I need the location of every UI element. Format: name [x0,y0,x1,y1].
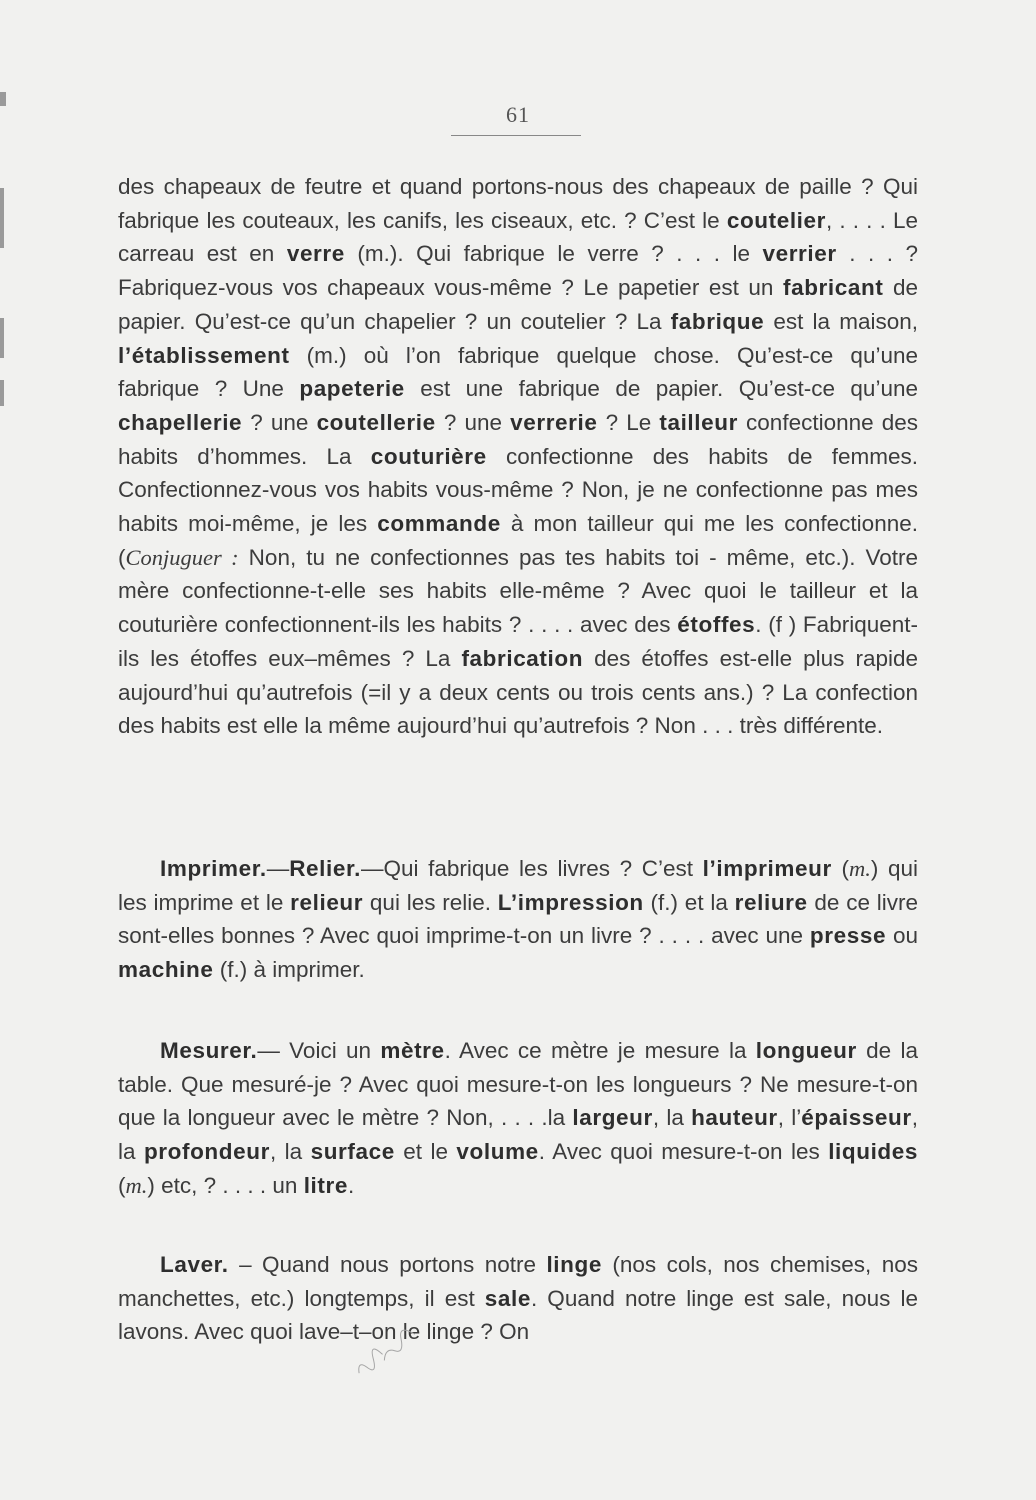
page-number-rule [451,135,581,136]
text-run: . Quand notre linge est sale, nous le lavons. Avec quoi lave–t–on le linge ? On [118,1285,918,1345]
text-run: —Qui fabrique les livres ? C’est [360,856,703,881]
bold-term: verrerie [510,409,598,435]
text-run: de la table. Que mesuré-je ? Avec quoi mesure-t-on les longueurs ? Ne mesure-t-on que la longueur avec le mètre ? Non, . . . .la [118,1038,919,1131]
bold-term: longueur [755,1038,857,1063]
bold-term: fabrique [670,308,765,334]
text-run: et le [394,1139,457,1165]
text-run: est une fabrique de papier. Qu’est-ce qu’une [404,376,918,402]
bold-term: l’imprimeur [702,856,832,881]
bold-term: mètre [380,1038,445,1063]
bold-term: relieur [290,889,364,915]
text-run: ou [886,923,918,949]
text-run: , la [269,1139,311,1165]
bold-term: presse [809,923,887,949]
margin-mark [0,380,4,406]
italic-term: m. [125,1172,148,1198]
bold-term: Imprimer. [160,856,267,881]
text-run: , la [118,1105,918,1165]
paragraph-laver [118,1248,918,1349]
bold-term: largeur [572,1105,653,1131]
bold-term: coutelier [726,207,827,233]
bold-term: couturière [370,443,487,469]
text-run: ) etc, ? . . . . un [147,1172,304,1198]
margin-mark [0,318,4,358]
bold-term: profondeur [143,1139,270,1165]
text-run: qui les relie. [363,889,498,915]
bold-term: fabricant [783,275,884,301]
bold-term: papeterie [299,376,405,402]
bold-term: litre [303,1172,348,1198]
text-run: confectionne des habits de femmes. Confectionnez-vous vos habits vous-même ? Non, je ne confectionne pas mes habits moi-même, je les [118,443,918,537]
bold-term: coutellerie [316,409,436,435]
bold-term: tailleur [659,409,738,435]
text-run: confectionne des habits d’hommes. La [118,409,919,469]
bold-term: l’établissement [118,342,290,368]
text-run: Non, tu ne confectionnes pas tes habits toi - même, etc.). Votre mère confectionne-t-elle ses habits elle-même ? Avec quoi le tailleur et la couturière confectionnent-ils les habits ? . . . . avec des [118,544,919,638]
text-run: est la maison, [764,308,918,334]
bold-term: reliure [734,889,808,915]
bold-term: chapellerie [118,409,243,435]
text-run: (f.) et la [643,889,735,915]
text-run: . (f ) Fabriquent-ils les étoffes eux–mêmes ? La [118,612,918,671]
text-run: des étoffes est-elle plus rapide aujourd’hui qu’autrefois (=il y a deux cents ou trois cents ans.) ? La confection des habits est elle la même aujourd’hui qu’autrefois ? Non . . . très différente. [118,645,918,739]
bold-term: étoffes [677,612,756,638]
bold-term: Mesurer. [160,1038,258,1063]
bold-term: volume [456,1139,539,1165]
bold-term: fabrication [461,645,584,671]
margin-mark [0,92,6,106]
paragraph-manufacturing [118,170,918,743]
bold-term: sale [484,1285,531,1311]
text-run: ) qui les imprime et le [118,856,918,915]
bold-term: hauteur [691,1105,778,1131]
paragraph-imprimer-relier [118,852,918,987]
text-run: , . . . . Le carreau est en [118,207,918,267]
bold-term: surface [310,1139,395,1165]
text-run: de ce livre sont-elles bonnes ? Avec quoi imprime-t-on un livre ? . . . . avec une [118,889,918,949]
text-run: ( [118,1172,126,1198]
text-run: , l’ [777,1105,802,1131]
italic-term: m. [848,856,871,881]
paragraph-mesurer [118,1034,918,1203]
margin-mark [0,188,4,248]
text-run: (m.). Qui fabrique le verre ? . . . le [344,241,763,267]
text-run: , la [652,1105,692,1131]
bold-term: liquides [828,1139,918,1165]
bold-term: verre [286,241,345,267]
text-run: — [266,856,290,881]
text-run: des chapeaux de feutre et quand portons-nous des chapeaux de paille ? Qui fabrique les couteaux, les canifs, les ciseaux, etc. ? C’est le [118,174,918,233]
bold-term: L’impression [497,889,644,915]
text-run: . . . ? Fabriquez-vous vos chapeaux vous-même ? Le papetier est un [118,241,918,301]
text-run: – Quand nous portons notre [228,1252,547,1277]
bold-term: Relier. [289,856,361,881]
text-run: — Voici un [257,1038,381,1063]
italic-term: Conjuguer : [125,544,239,570]
text-run: . Avec quoi mesure-t-on les [538,1139,829,1165]
text-run: (nos cols, nos chemises, nos manchettes, etc.) longtemps, il est [118,1252,918,1311]
bold-term: Laver. [160,1252,229,1277]
text-run: . Avec ce mètre je mesure la [444,1038,756,1063]
bold-term: épaisseur [801,1105,912,1131]
text-run: ? Le [597,409,660,435]
bold-term: verrier [762,241,837,267]
text-run: ( [831,856,849,881]
text-run: à mon tailleur qui me les confectionne. ( [118,511,918,570]
bold-term: machine [118,957,214,983]
text-run: (f.) à imprimer. [213,957,365,983]
text-run: (m.) où l’on fabrique quelque chose. Qu’est-ce qu’une fabrique ? Une [118,342,918,402]
bold-term: linge [546,1252,602,1277]
page-number: 61 [506,102,530,127]
text-run: ? une [435,409,511,435]
text-run: ? une [242,409,317,435]
text-run: . [347,1172,355,1198]
text-run: de papier. Qu’est-ce qu’un chapelier ? un coutelier ? La [118,275,918,334]
bold-term: commande [377,511,501,537]
